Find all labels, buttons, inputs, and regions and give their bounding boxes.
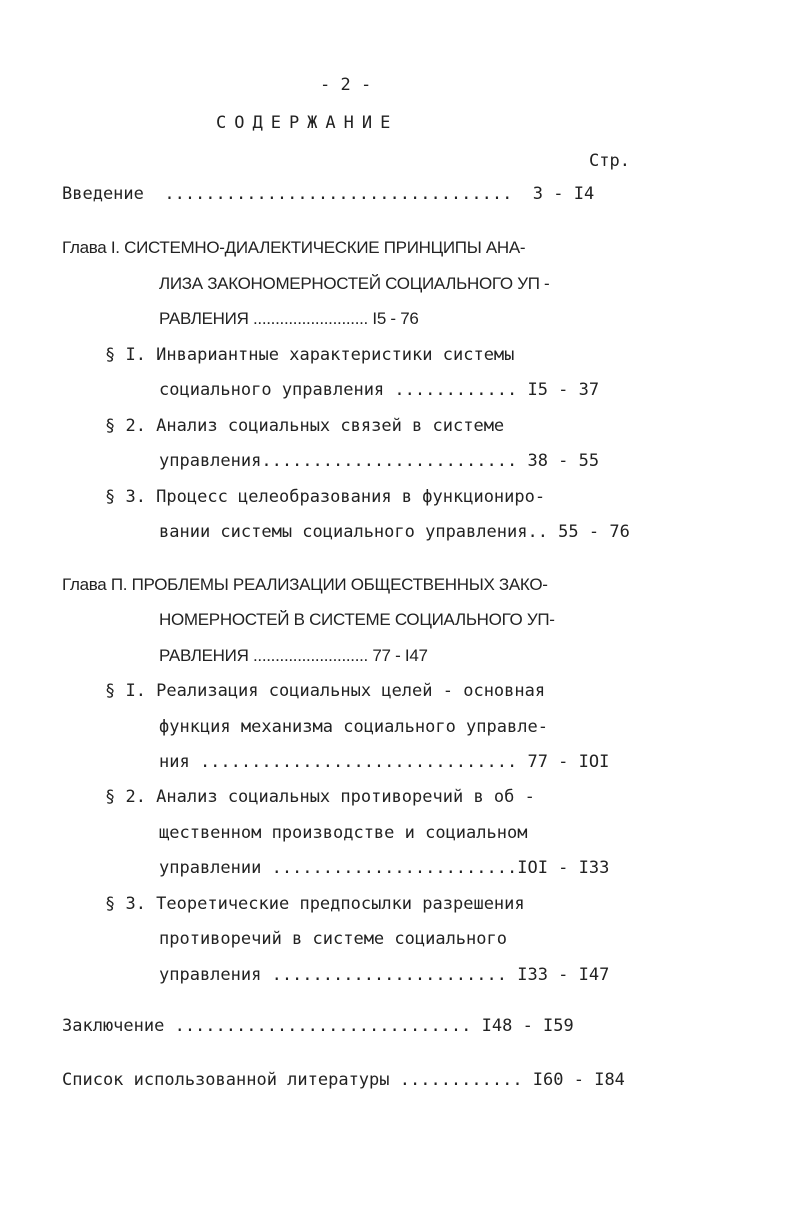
toc-section-2-1-line-1: § I. Реализация социальных целей - основная xyxy=(105,681,546,701)
toc-section-2-2-line-1: § 2. Анализ социальных противоречий в об - xyxy=(105,787,535,807)
toc-chapter-2-line-3: РАВЛЕНИЯ .......................... 77 - I47 xyxy=(159,646,428,665)
toc-section-2-2-line-3: управлении ........................IOI - I33 xyxy=(159,858,610,878)
toc-chapter-1-line-2: ЛИЗА ЗАКОНОМЕРНОСТЕЙ СОЦИАЛЬНОГО УП - xyxy=(159,274,550,293)
toc-chapter-1-line-3: РАВЛЕНИЯ .......................... I5 - 76 xyxy=(159,309,419,328)
toc-section-2-3-line-3: управления ....................... I33 - I47 xyxy=(159,965,610,985)
toc-entry-introduction: Введение .................................. 3 - I4 xyxy=(62,184,595,204)
toc-entry-conclusion: Заключение ............................. I48 - I59 xyxy=(62,1016,574,1036)
toc-section-2-3-line-2: противоречий в системе социального xyxy=(159,929,507,949)
toc-chapter-2-line-2: НОМЕРНОСТЕЙ В СИСТЕМЕ СОЦИАЛЬНОГО УП- xyxy=(159,610,555,629)
toc-chapter-1-line-1: Глава I. СИСТЕМНО-ДИАЛЕКТИЧЕСКИЕ ПРИНЦИПЫ АНА- xyxy=(62,238,526,257)
page-title: СОДЕРЖАНИЕ xyxy=(216,113,399,133)
toc-section-2-1-line-2: функция механизма социального управле- xyxy=(159,717,548,737)
toc-section-1-1-line-1: § I. Инвариантные характеристики системы xyxy=(105,345,515,365)
toc-section-1-2-line-2: управления......................... 38 - 55 xyxy=(159,451,600,471)
toc-section-1-1-line-2: социального управления ............ I5 - 37 xyxy=(159,380,600,400)
toc-chapter-2-line-1: Глава П. ПРОБЛЕМЫ РЕАЛИЗАЦИИ ОБЩЕСТВЕННЫХ ЗАКО- xyxy=(62,575,548,594)
toc-section-1-2-line-1: § 2. Анализ социальных связей в системе xyxy=(105,416,505,436)
toc-section-2-1-line-3: ния ............................... 77 - IOI xyxy=(159,752,610,772)
toc-section-2-3-line-1: § 3. Теоретические предпосылки разрешения xyxy=(105,894,525,914)
toc-entry-references: Список использованной литературы ............ I60 - I84 xyxy=(62,1070,625,1090)
page-number: - 2 - xyxy=(320,75,372,95)
page-column-label: Стр. xyxy=(589,151,630,171)
toc-section-2-2-line-2: щественном производстве и социальном xyxy=(159,823,528,843)
toc-section-1-3-line-2: вании системы социального управления.. 55 - 76 xyxy=(159,522,630,542)
toc-section-1-3-line-1: § 3. Процесс целеобразования в функциониро- xyxy=(105,487,546,507)
